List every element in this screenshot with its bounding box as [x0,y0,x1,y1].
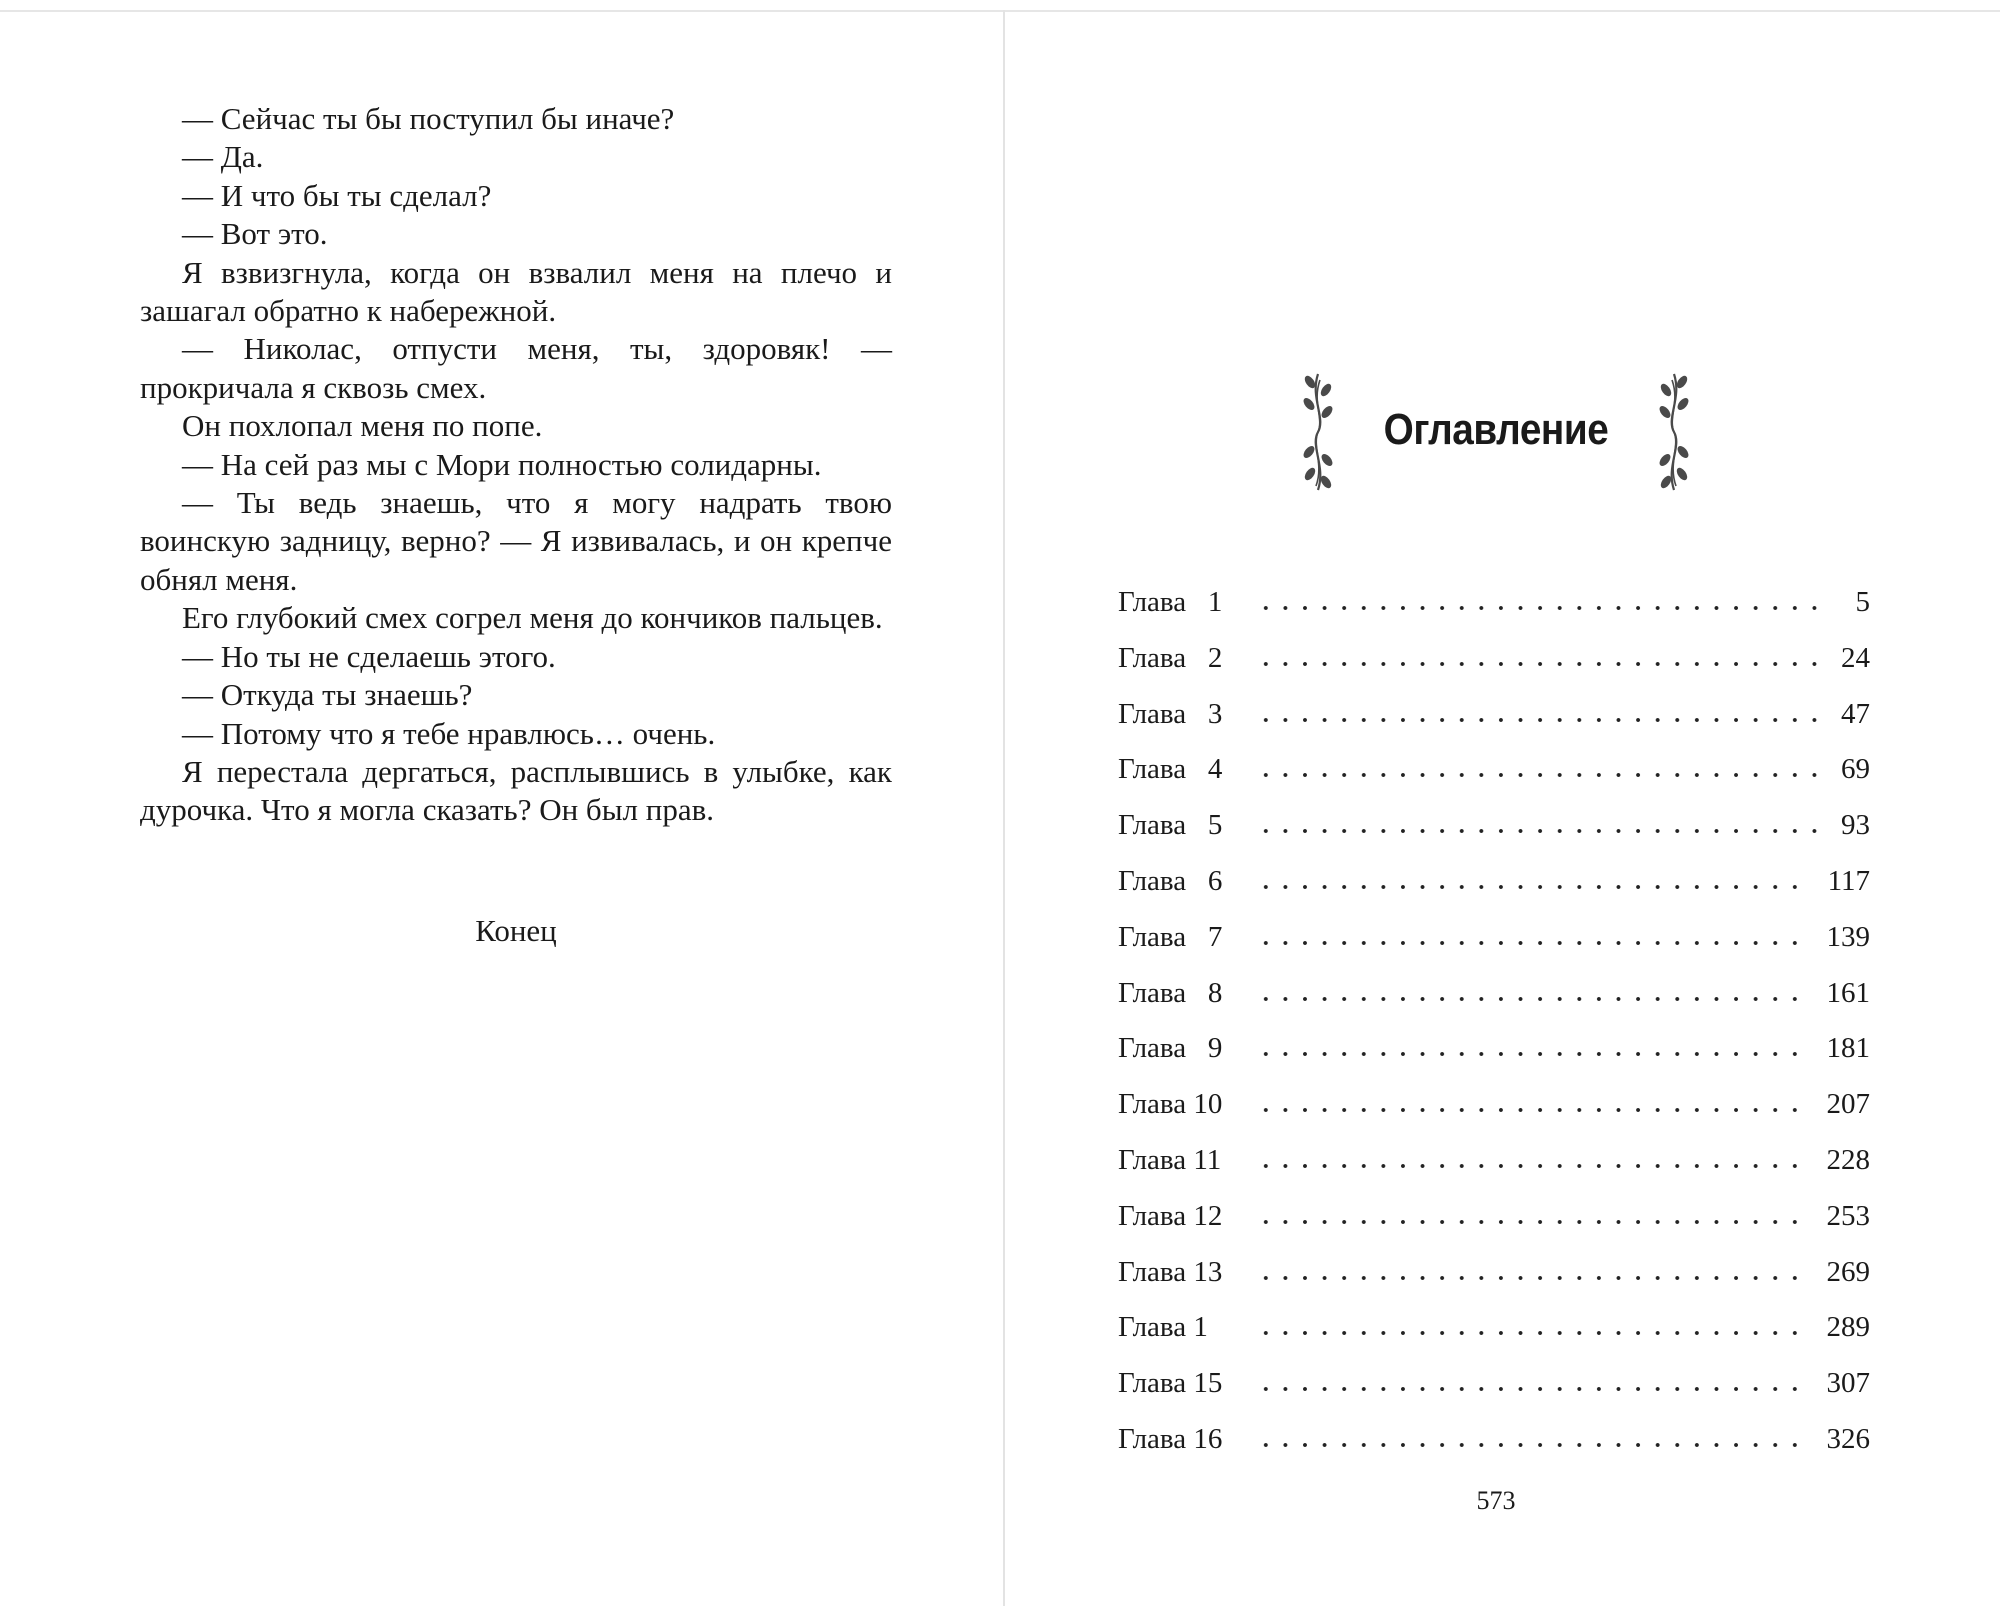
dot-leader [1256,1442,1809,1448]
toc-chapter-label: Глава 11 [1118,1143,1222,1176]
toc-chapter-label: Глава 4 [1118,753,1223,786]
toc-chapter-label: Глава 2 [1118,641,1223,674]
table-of-contents [1118,582,1870,1475]
toc-page-number: 161 [1826,976,1870,1009]
toc-heading [1296,368,1696,500]
toc-entry[interactable] [1118,917,1870,973]
toc-page-number: 93 [1841,809,1870,842]
toc-page-number: 5 [1855,586,1870,618]
toc-entry[interactable] [1118,805,1870,861]
dot-leader [1256,1107,1809,1113]
toc-chapter-label: Глава 9 [1118,1032,1223,1065]
toc-page-number: 69 [1841,753,1870,786]
toc-entry[interactable] [1118,694,1870,750]
dot-leader [1256,605,1828,611]
paragraph: — Николас, отпусти меня, ты, здоровяк! — прокричала я сквозь смех. [140,331,892,405]
toc-entry[interactable] [1118,1196,1870,1252]
paragraph: Я перестала дергаться, расплывшись в улыбке, как дурочка. Что я могла сказать? Он был прав. [140,753,892,828]
top-edge-line [0,10,2000,12]
toc-chapter-label: Глава 1 [1118,586,1223,618]
toc-page-number: 117 [1827,864,1870,897]
toc-page-number: 269 [1826,1255,1870,1288]
toc-chapter-label: Глава 16 [1118,1422,1223,1455]
toc-page-number: 139 [1826,920,1870,953]
page-number: 573 [1476,1486,1516,1515]
left-page-body [140,100,892,830]
paragraph: Он похлопал меня по попе. [182,408,543,444]
paragraph: — Вот это. [182,216,328,252]
paragraph: Его глубокий смех согрел меня до кончиков пальцев. [182,600,883,636]
toc-entry[interactable] [1118,1028,1870,1084]
paragraph: Я взвизгнула, когда он взвалил меня на плечо и зашагал обратно к набережной. [140,254,892,329]
toc-entry[interactable] [1118,749,1870,805]
toc-entry[interactable] [1118,861,1870,917]
toc-chapter-label: Глава 5 [1118,809,1223,842]
leaf-ornament-icon [1652,368,1696,496]
toc-chapter-label: Глава 12 [1118,1199,1223,1232]
dot-leader [1256,828,1823,834]
toc-chapter-label: Глава 8 [1118,976,1223,1009]
dot-leader [1256,1275,1809,1281]
dot-leader [1256,717,1823,723]
dot-leader [1256,884,1810,890]
paragraph: — Сейчас ты бы поступил бы иначе? [182,101,675,136]
toc-entry[interactable] [1118,1084,1870,1140]
paragraph: — Ты ведь знаешь, что я могу надрать твою воинскую задницу, верно? — Я извивалась, и он крепче обнял меня. [140,485,892,597]
toc-entry[interactable] [1118,973,1870,1029]
toc-chapter-label: Глава 13 [1118,1255,1223,1288]
dot-leader [1256,996,1809,1002]
toc-entry[interactable] [1118,1252,1870,1308]
dot-leader [1256,940,1809,946]
toc-chapter-label: Глава 1 [1118,1311,1208,1344]
toc-page-number: 181 [1826,1032,1870,1065]
paragraph: — На сей раз мы с Мори полностью солидарны. [182,446,822,482]
toc-page-number: 207 [1826,1088,1870,1121]
dot-leader [1256,661,1823,667]
toc-entry[interactable] [1118,638,1870,694]
toc-chapter-label: Глава 3 [1118,697,1223,730]
dot-leader [1256,1330,1809,1336]
toc-title: Оглавление [1383,405,1609,454]
toc-chapter-label: Глава 10 [1118,1088,1223,1121]
dot-leader [1256,1163,1809,1169]
toc-entry[interactable] [1118,1419,1870,1475]
dot-leader [1256,1219,1809,1225]
book-spine-divider [1003,10,1005,1606]
dot-leader [1256,1386,1809,1392]
toc-entry[interactable] [1118,1363,1870,1419]
paragraph: — Потому что я тебе нравлюсь… очень. [182,715,716,751]
toc-page-number: 24 [1841,641,1870,674]
toc-page-number: 289 [1826,1311,1870,1344]
dot-leader [1256,1051,1809,1057]
toc-page-number: 228 [1826,1143,1870,1176]
paragraph: — И что бы ты сделал? [182,177,492,213]
paragraph: — Но ты не сделаешь этого. [182,638,556,674]
dot-leader [1256,772,1823,778]
toc-entry[interactable] [1118,582,1870,638]
toc-page-number: 307 [1826,1367,1870,1400]
paragraph: — Откуда ты знаешь? [182,677,473,713]
toc-chapter-label: Глава 6 [1118,864,1223,897]
toc-page-number: 253 [1826,1199,1870,1232]
paragraph: — Да. [182,139,264,175]
toc-page-number: 326 [1826,1422,1870,1455]
toc-entry[interactable] [1118,1307,1870,1363]
toc-chapter-label: Глава 7 [1118,920,1223,953]
toc-page-number: 47 [1841,697,1870,730]
toc-chapter-label: Глава 15 [1118,1367,1223,1400]
toc-entry[interactable] [1118,1140,1870,1196]
end-text: Конец [475,913,557,948]
